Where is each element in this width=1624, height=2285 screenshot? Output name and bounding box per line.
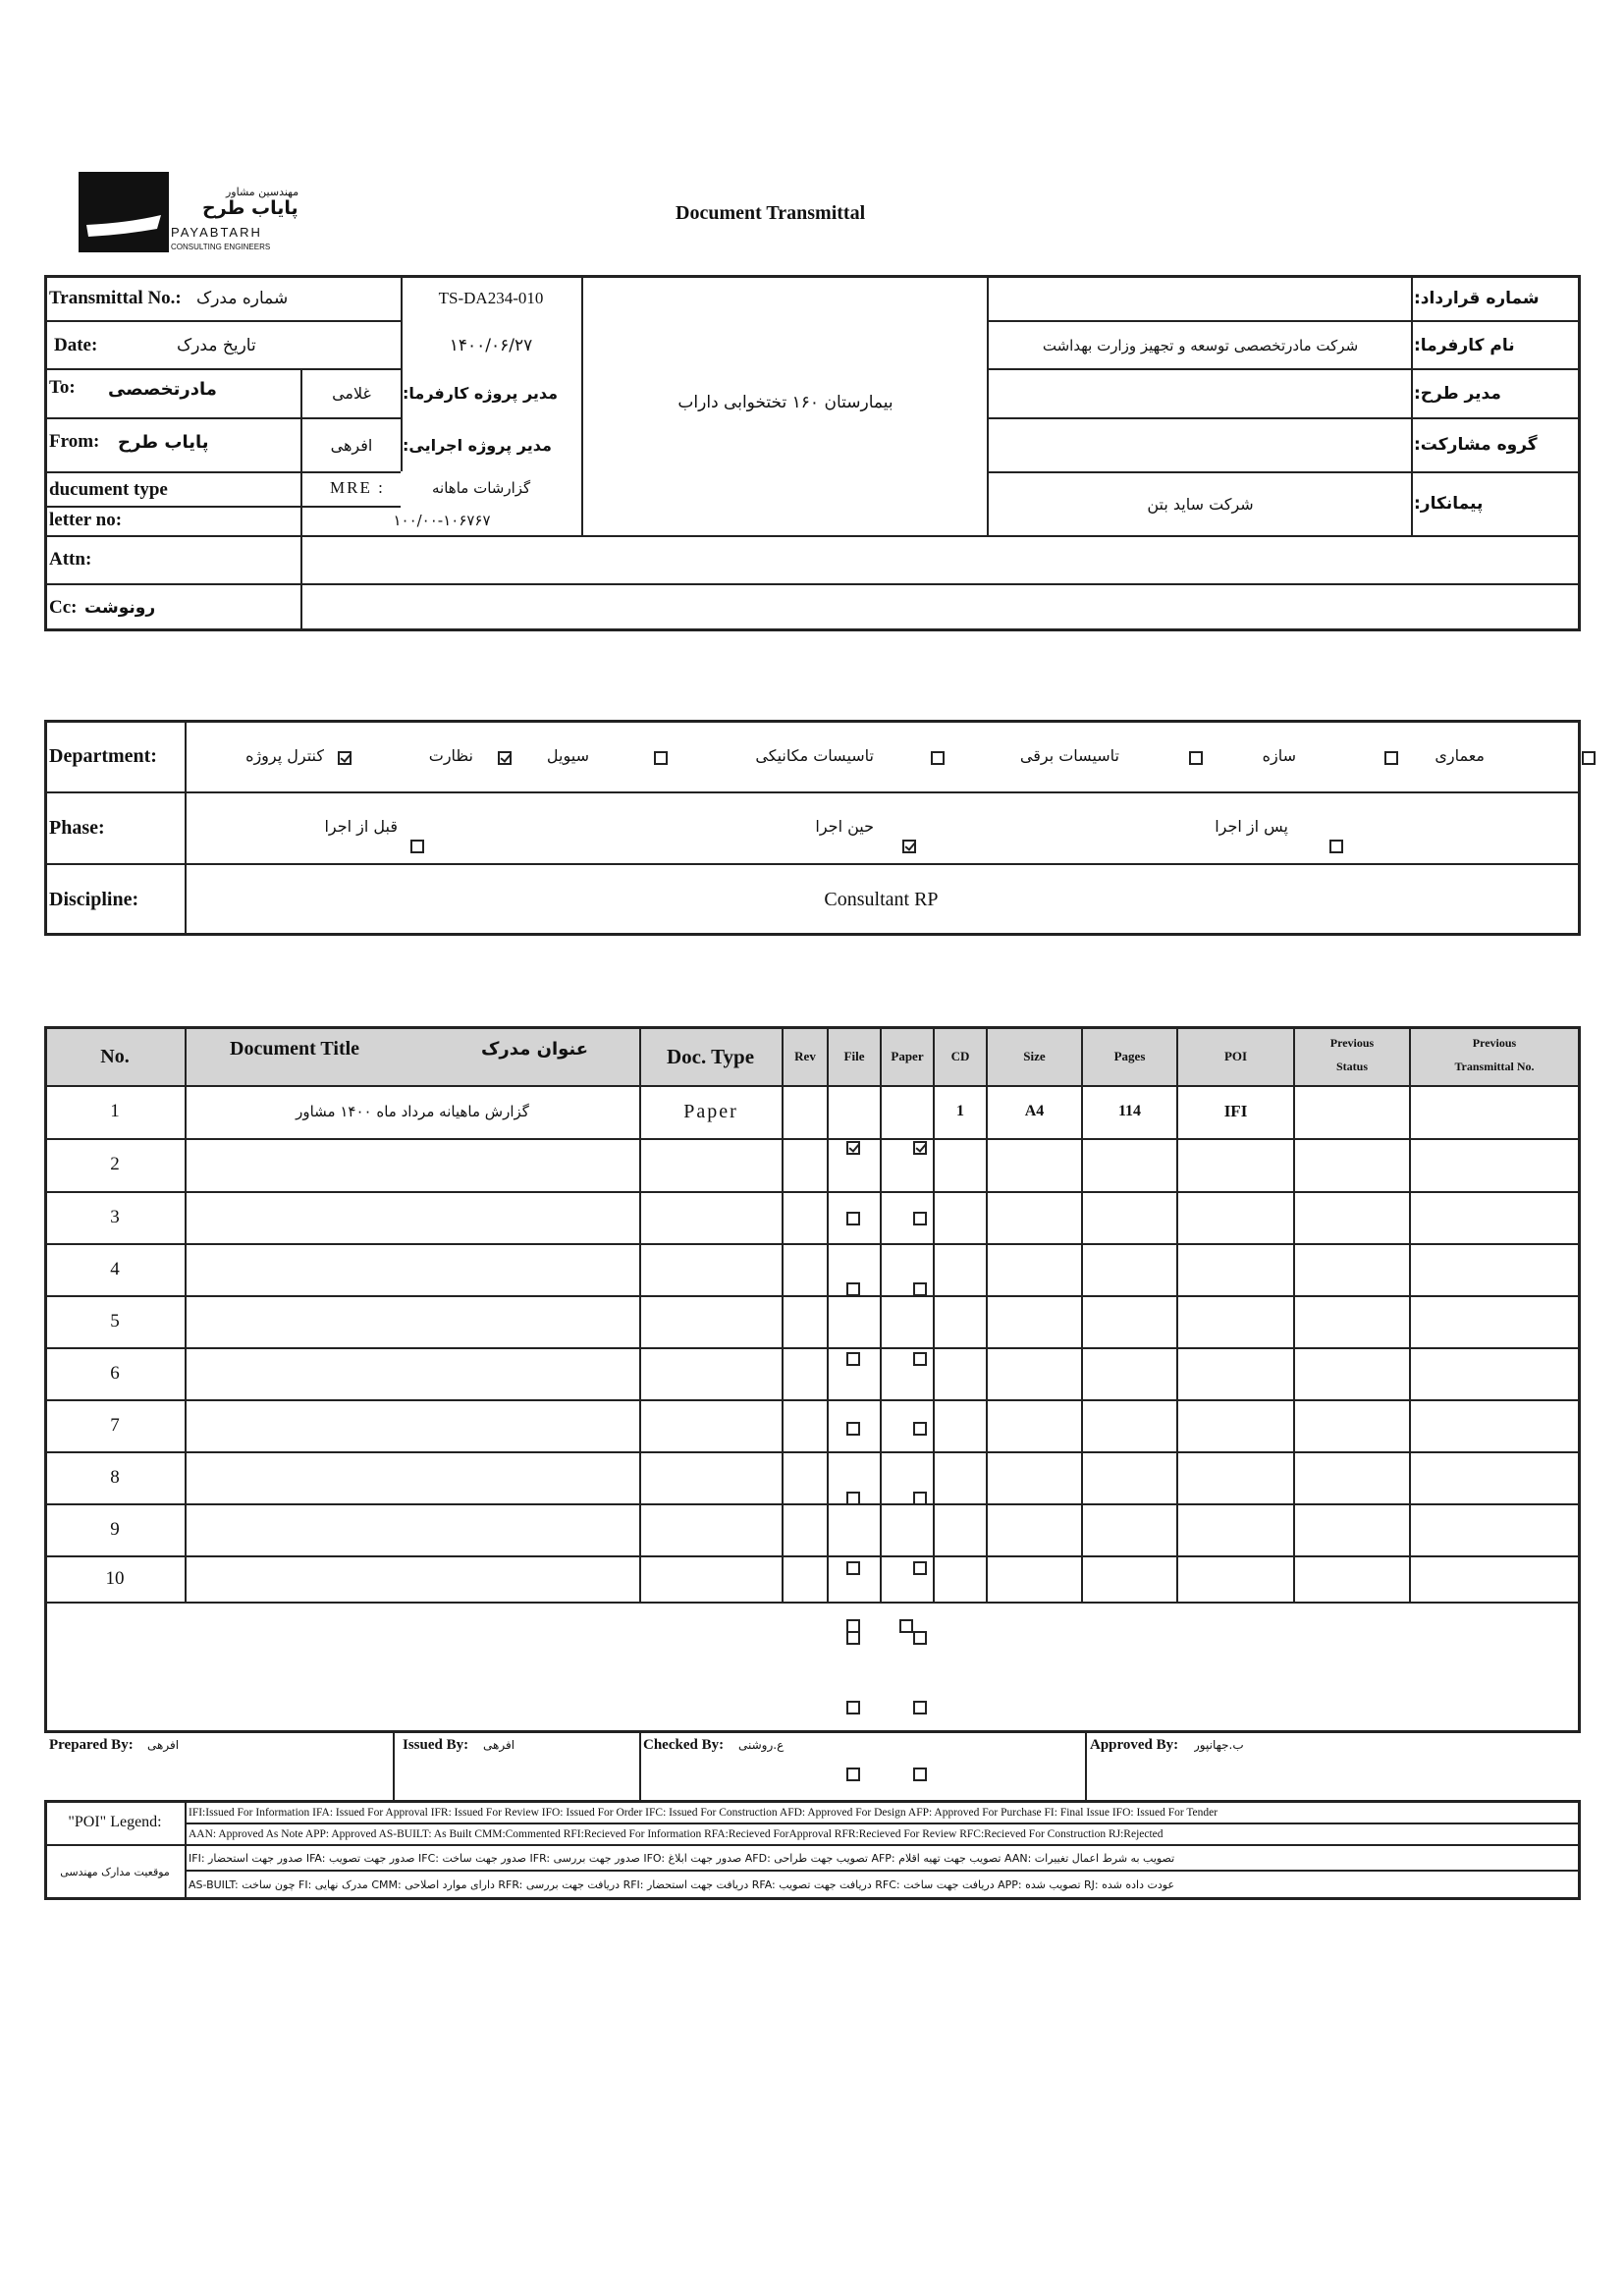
doctype-code: MRE : xyxy=(330,478,385,497)
checked-by-label: Checked By: xyxy=(643,1736,725,1753)
col-header-poi: POI xyxy=(1223,1049,1248,1063)
department-option-checkbox[interactable] xyxy=(338,751,352,765)
phase-option-label: پس از اجرا xyxy=(1215,817,1288,836)
row-poi xyxy=(1178,1295,1293,1347)
department-option-label: نظارت xyxy=(428,746,473,765)
row-document-title xyxy=(187,1503,638,1555)
row-poi: IFI xyxy=(1223,1102,1248,1120)
row-previous-status xyxy=(1295,1503,1409,1555)
partner-value xyxy=(992,420,1409,469)
row-cd xyxy=(935,1451,986,1503)
department-option-label: معماری xyxy=(1435,746,1485,765)
row-rev xyxy=(784,1399,827,1451)
row-poi xyxy=(1178,1138,1293,1191)
checked-by-value: ع.روشنی xyxy=(738,1738,785,1752)
row-file-checkbox[interactable] xyxy=(846,1212,860,1225)
department-option-label: سیویل xyxy=(546,746,589,765)
row-pages xyxy=(1083,1451,1176,1503)
col-header-doctype: Doc. Type xyxy=(666,1044,755,1068)
row-file-checkbox[interactable] xyxy=(846,1422,860,1436)
phase-option-label: قبل از اجرا xyxy=(324,817,398,836)
row-previous-transmittal xyxy=(1411,1138,1578,1191)
row-poi xyxy=(1178,1503,1293,1555)
phase-label: Phase: xyxy=(49,817,105,839)
row-paper-checkbox[interactable] xyxy=(913,1561,927,1575)
row-paper-checkbox[interactable] xyxy=(913,1768,927,1781)
col-header-title: Document Title xyxy=(230,1037,360,1060)
row-cd xyxy=(935,1243,986,1295)
col-header-pages: Pages xyxy=(1113,1049,1146,1063)
department-option-label: تاسیسات مکانیکی xyxy=(755,746,874,765)
logo-farsi-small: مهندسین مشاور xyxy=(226,186,299,198)
row-rev xyxy=(784,1555,827,1602)
col-header-prev-status-1: Previous xyxy=(1329,1035,1375,1050)
from-value: پایاب طرح xyxy=(118,431,209,453)
row-poi xyxy=(1178,1451,1293,1503)
row-previous-status xyxy=(1295,1555,1409,1602)
to-person: غلامی xyxy=(332,384,371,403)
row-pages xyxy=(1083,1191,1176,1243)
row-doc-type xyxy=(641,1399,781,1451)
row-file-checkbox[interactable] xyxy=(846,1492,860,1505)
department-option-checkbox[interactable] xyxy=(931,751,945,765)
row-size xyxy=(988,1138,1081,1191)
to-label: To: xyxy=(49,377,76,398)
row-document-title xyxy=(187,1295,638,1347)
row-document-title xyxy=(187,1347,638,1399)
row-previous-transmittal xyxy=(1411,1191,1578,1243)
row-rev xyxy=(784,1295,827,1347)
row-previous-transmittal xyxy=(1411,1451,1578,1503)
phase-option-checkbox[interactable] xyxy=(1329,840,1343,853)
col-header-prev-trans-1: Previous xyxy=(1472,1035,1517,1050)
row-doc-type: Paper xyxy=(683,1100,738,1122)
contractor-label: پیمانکار: xyxy=(1414,494,1484,514)
row-poi xyxy=(1178,1243,1293,1295)
row-document-title xyxy=(187,1138,638,1191)
row-paper-checkbox[interactable] xyxy=(913,1631,927,1645)
row-size xyxy=(988,1243,1081,1295)
date-value: ۱۴۰۰/۰۶/۲۷ xyxy=(449,335,533,355)
discipline-label: Discipline: xyxy=(49,889,139,910)
row-number: 5 xyxy=(110,1310,120,1332)
row-cd xyxy=(935,1347,986,1399)
status-legend-line-1: IFI: صدور جهت استحضار IFA: صدور جهت تصویب IFC: صدور جهت ساخت IFR: صدور جهت بررسی IFO: صدور جهت ابلاغ AFD: تصویب جهت طراحی AFP: تصویب جهت تهیه اقلام AAN: تصویب به شرط اعمال تغییرات xyxy=(189,1851,1175,1865)
row-doc-type xyxy=(641,1295,781,1347)
issued-by-label: Issued By: xyxy=(403,1736,469,1753)
row-file-checkbox[interactable] xyxy=(846,1282,860,1296)
row-doc-type xyxy=(641,1555,781,1602)
row-rev xyxy=(784,1347,827,1399)
issued-by-value: افرهی xyxy=(483,1738,515,1752)
row-previous-status xyxy=(1295,1085,1409,1138)
row-paper-checkbox[interactable] xyxy=(913,1492,927,1505)
extra-paper-checkbox[interactable] xyxy=(899,1617,913,1635)
col-header-prev-status-2: Status xyxy=(1335,1059,1368,1073)
row-cd xyxy=(935,1191,986,1243)
department-option-checkbox[interactable] xyxy=(1384,751,1398,765)
row-size: A4 xyxy=(1024,1103,1045,1119)
transmittal-label: Transmittal No.: xyxy=(49,288,182,308)
row-previous-transmittal xyxy=(1411,1503,1578,1555)
contract-label: شماره قرارداد: xyxy=(1414,289,1540,308)
employer-label: نام کارفرما: xyxy=(1414,335,1515,355)
row-rev xyxy=(784,1503,827,1555)
phase-option-checkbox[interactable] xyxy=(902,840,916,853)
row-pages: 114 xyxy=(1117,1103,1142,1119)
discipline-value: Consultant RP xyxy=(824,889,939,910)
prepared-by-value: افرهی xyxy=(147,1738,180,1752)
row-number: 10 xyxy=(105,1567,125,1589)
row-file-checkbox[interactable] xyxy=(846,1141,860,1155)
row-document-title xyxy=(187,1451,638,1503)
row-paper-checkbox[interactable] xyxy=(913,1701,927,1714)
to-value: مادرتخصصی xyxy=(108,378,217,400)
logo-subtitle: CONSULTING ENGINEERS xyxy=(171,243,271,251)
row-pages xyxy=(1083,1243,1176,1295)
row-doc-type xyxy=(641,1138,781,1191)
row-poi xyxy=(1178,1347,1293,1399)
row-pages xyxy=(1083,1503,1176,1555)
department-label: Department: xyxy=(49,745,157,767)
col-header-rev: Rev xyxy=(794,1049,816,1063)
row-doc-type xyxy=(641,1347,781,1399)
doctype-fa: گزارشات ماهانه xyxy=(432,479,531,497)
design-manager-label: مدیر طرح: xyxy=(1414,383,1501,404)
row-previous-status xyxy=(1295,1191,1409,1243)
row-number: 6 xyxy=(110,1362,120,1384)
department-option-checkbox[interactable] xyxy=(1189,751,1203,765)
row-previous-transmittal xyxy=(1411,1243,1578,1295)
department-option-checkbox[interactable] xyxy=(654,751,668,765)
phase-option-checkbox[interactable] xyxy=(410,840,424,853)
row-document-title xyxy=(187,1555,638,1602)
attn-label: Attn: xyxy=(49,549,92,570)
date-label: Date: xyxy=(54,334,98,355)
cc-label: Cc: xyxy=(49,597,78,618)
project-name: بیمارستان ۱۶۰ تختخوابی داراب xyxy=(677,393,893,412)
transmittal-label-fa: شماره مدرک xyxy=(196,289,289,308)
department-option-label: تاسیسات برقی xyxy=(1019,746,1119,765)
row-previous-transmittal xyxy=(1411,1347,1578,1399)
row-size xyxy=(988,1503,1081,1555)
row-number: 7 xyxy=(110,1414,120,1436)
row-number: 4 xyxy=(110,1258,120,1279)
row-file-checkbox[interactable] xyxy=(846,1768,860,1781)
employer-value: شرکت مادرتخصصی توسعه و تجهیز وزارت بهداشت xyxy=(1042,336,1359,354)
row-document-title: گزارش ماهیانه مرداد ماه ۱۴۰۰ مشاور xyxy=(296,1103,529,1120)
row-previous-transmittal xyxy=(1411,1399,1578,1451)
poi-legend-label: "POI" Legend: xyxy=(68,1814,162,1830)
row-number: 3 xyxy=(110,1206,120,1227)
row-rev xyxy=(784,1243,827,1295)
prepared-by-label: Prepared By: xyxy=(49,1736,134,1753)
contractor-value: شرکت ساید بتن xyxy=(1147,494,1254,514)
row-pages xyxy=(1083,1555,1176,1602)
contract-value xyxy=(992,279,1409,318)
row-doc-type xyxy=(641,1243,781,1295)
letter-label: letter no: xyxy=(49,510,123,530)
row-paper-checkbox[interactable] xyxy=(913,1212,927,1225)
row-pages xyxy=(1083,1138,1176,1191)
department-option-label: کنترل پروژه xyxy=(245,746,324,765)
row-file-checkbox[interactable] xyxy=(846,1701,860,1714)
row-previous-status xyxy=(1295,1347,1409,1399)
row-size xyxy=(988,1295,1081,1347)
logo-farsi-name: پایاب طرح xyxy=(202,197,298,219)
approved-by-value: ب.جهانپور xyxy=(1194,1738,1244,1752)
row-document-title xyxy=(187,1191,638,1243)
row-poi xyxy=(1178,1191,1293,1243)
row-cd xyxy=(935,1503,986,1555)
row-paper-checkbox[interactable] xyxy=(913,1422,927,1436)
design-manager-value xyxy=(992,371,1409,415)
col-header-prev-trans-2: Transmittal No. xyxy=(1454,1059,1535,1073)
row-doc-type xyxy=(641,1191,781,1243)
row-poi xyxy=(1178,1399,1293,1451)
partner-label: گروه مشارکت: xyxy=(1414,435,1538,455)
department-option-checkbox[interactable] xyxy=(1582,751,1596,765)
approved-by-label: Approved By: xyxy=(1090,1736,1179,1753)
row-previous-status xyxy=(1295,1451,1409,1503)
row-number: 2 xyxy=(110,1154,120,1174)
row-poi xyxy=(1178,1555,1293,1602)
row-previous-transmittal xyxy=(1411,1085,1578,1138)
logo-mark-icon xyxy=(79,172,169,252)
doctype-label: ducument type xyxy=(49,479,168,500)
from-person: افرهی xyxy=(330,435,373,455)
row-previous-status xyxy=(1295,1399,1409,1451)
row-rev xyxy=(784,1191,827,1243)
col-header-no: No. xyxy=(100,1045,130,1067)
row-size xyxy=(988,1451,1081,1503)
department-option-checkbox[interactable] xyxy=(498,751,512,765)
row-pages xyxy=(1083,1347,1176,1399)
row-document-title xyxy=(187,1243,638,1295)
date-label-fa: تاریخ مدرک xyxy=(177,335,256,355)
row-cd xyxy=(935,1138,986,1191)
status-legend-label: موقعیت مدارک مهندسی xyxy=(60,1865,170,1878)
col-header-title-fa: عنوان مدرک xyxy=(481,1038,589,1060)
row-doc-type xyxy=(641,1503,781,1555)
cc-label-fa: رونوشت xyxy=(84,598,156,618)
phase-option-label: حین اجرا xyxy=(815,817,874,836)
row-number: 1 xyxy=(110,1101,120,1121)
row-document-title xyxy=(187,1399,638,1451)
row-previous-transmittal xyxy=(1411,1555,1578,1602)
poi-legend-line-2: AAN: Approved As Note APP: Approved AS-BUILT: As Built CMM:Commented RFI:Recieved For Information RFA:Recieved ForApproval RFR:Recieved For Review RFC:Recieved For Construction RJ:Rejected xyxy=(189,1828,1164,1840)
row-previous-status xyxy=(1295,1243,1409,1295)
row-cd: 1 xyxy=(956,1103,964,1119)
col-header-cd: CD xyxy=(950,1049,970,1063)
row-rev xyxy=(784,1138,827,1191)
row-previous-status xyxy=(1295,1138,1409,1191)
to-role: مدیر پروژه کارفرما: xyxy=(403,384,559,403)
row-pages xyxy=(1083,1295,1176,1347)
row-size xyxy=(988,1347,1081,1399)
document-title: Document Transmittal xyxy=(676,202,866,224)
row-file-checkbox[interactable] xyxy=(846,1561,860,1575)
row-rev xyxy=(784,1085,827,1138)
row-paper-checkbox[interactable] xyxy=(913,1282,927,1296)
row-size xyxy=(988,1555,1081,1602)
row-size xyxy=(988,1191,1081,1243)
row-cd xyxy=(935,1295,986,1347)
status-legend-line-2: AS-BUILT: چون ساخت FI: مدرک نهایی CMM: دارای موارد اصلاحی RFR: دریافت جهت بررسی RFI: دریافت جهت استحضار RFA: دریافت جهت تصویب RFC: دریافت جهت ساخت APP: تصویب شده RJ: عودت داده شده xyxy=(189,1877,1175,1891)
extra-file-checkbox[interactable] xyxy=(846,1617,860,1635)
row-paper-checkbox[interactable] xyxy=(913,1141,927,1155)
col-header-paper: Paper xyxy=(891,1049,924,1063)
company-logo xyxy=(79,172,304,260)
col-header-file: File xyxy=(843,1049,865,1063)
row-rev xyxy=(784,1451,827,1503)
row-previous-transmittal xyxy=(1411,1295,1578,1347)
row-size xyxy=(988,1399,1081,1451)
poi-legend-line-1: IFI:Issued For Information IFA: Issued For Approval IFR: Issued For Review IFO: Issued For Order IFC: Issued For Construction AFD: Approved For Design AFP: Approved For Purchase FI: Final Issue IFO: Issued For Tender xyxy=(189,1807,1218,1819)
transmittal-number: TS-DA234-010 xyxy=(438,289,544,307)
row-cd xyxy=(935,1555,986,1602)
logo-latin-name: PAYABTARH xyxy=(171,225,262,240)
row-previous-status xyxy=(1295,1295,1409,1347)
row-file-checkbox[interactable] xyxy=(846,1352,860,1366)
department-option-label: سازه xyxy=(1262,746,1296,765)
row-number: 8 xyxy=(110,1466,120,1488)
row-cd xyxy=(935,1399,986,1451)
col-header-size: Size xyxy=(1023,1049,1046,1063)
letter-number: ۱۰۰/۰۰-۱۰۶۷۶۷ xyxy=(393,512,491,529)
row-number: 9 xyxy=(110,1518,120,1540)
row-pages xyxy=(1083,1399,1176,1451)
from-label: From: xyxy=(49,431,100,452)
from-role: مدیر پروژه اجرایی: xyxy=(403,435,552,455)
row-paper-checkbox[interactable] xyxy=(913,1352,927,1366)
row-doc-type xyxy=(641,1451,781,1503)
